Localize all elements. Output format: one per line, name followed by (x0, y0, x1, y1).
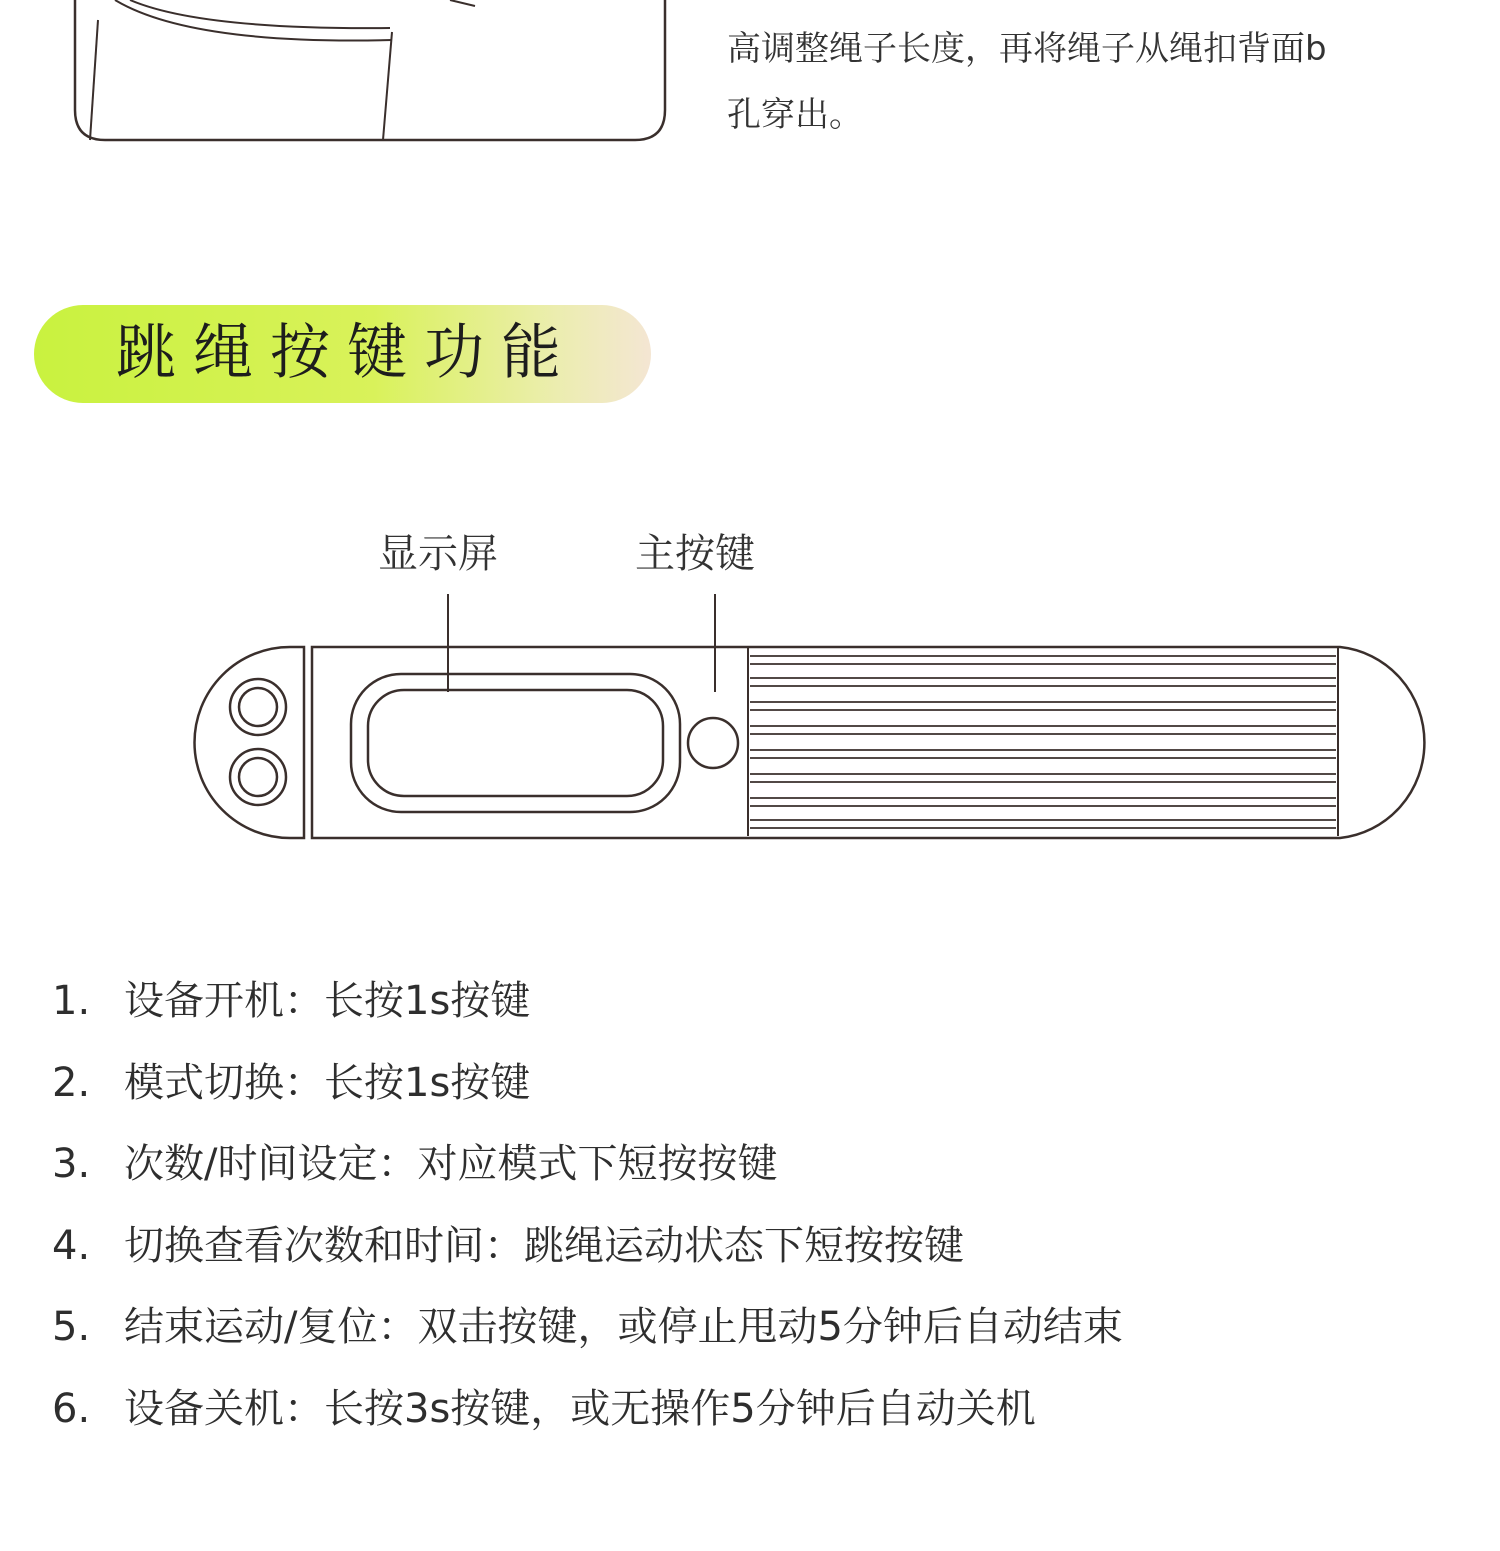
rope-hole-lower-inner (239, 758, 277, 796)
rope-hole-upper-inner (239, 688, 277, 726)
list-item (52, 1131, 1123, 1213)
main-button-label: 主按键 (635, 531, 755, 577)
display-screen-inner (368, 690, 663, 796)
step-number: 5. (52, 1304, 91, 1350)
step-number: 3. (52, 1141, 91, 1187)
section-title: 跳绳按键功能 (116, 318, 578, 388)
list-item (52, 1376, 1123, 1458)
grip-ridges (750, 656, 1336, 828)
top-description-line: 孔穿出。 (727, 95, 863, 135)
step-number: 6. (52, 1385, 91, 1432)
step-text: 次数/时间设定：对应模式下短按按键 (124, 1141, 778, 1187)
step-text: 模式切换：长按1s按键 (124, 1059, 531, 1106)
step-number: 4. (52, 1222, 91, 1269)
step-text: 切换查看次数和时间：跳绳运动状态下短按按键 (124, 1222, 964, 1269)
step-text: 设备开机：长按1s按键 (124, 978, 531, 1024)
main-button (688, 718, 738, 768)
step-text: 结束运动/复位：双击按键，或停止甩动5分钟后自动结束 (124, 1304, 1123, 1350)
list-item (52, 1213, 1123, 1295)
step-number: 2. (52, 1059, 91, 1106)
left-end-cap (195, 647, 305, 838)
display-screen-outer (351, 674, 680, 812)
step-number: 1. (52, 978, 91, 1024)
display-screen-label: 显示屏 (378, 531, 498, 577)
list-item (52, 968, 1123, 1050)
step-text: 设备关机：长按3s按键，或无操作5分钟后自动关机 (124, 1385, 1036, 1432)
handle-body (312, 647, 1424, 838)
list-item (52, 1294, 1123, 1376)
top-description-line: 高调整绳子长度，再将绳子从绳扣背面b (727, 29, 1327, 69)
button-function-list (52, 968, 1123, 1457)
list-item (52, 1050, 1123, 1132)
